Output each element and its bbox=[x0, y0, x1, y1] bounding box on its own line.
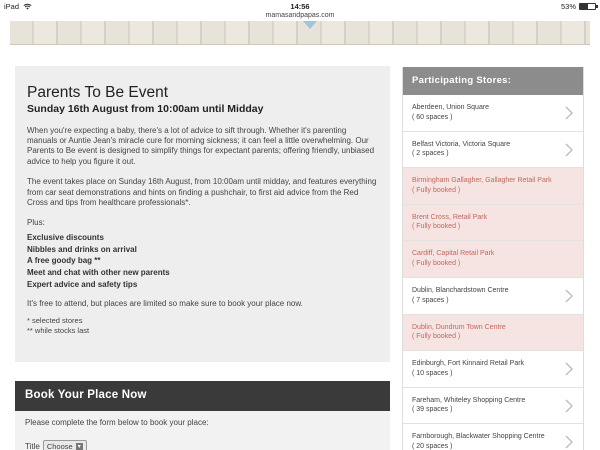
store-name: Cardiff, Capital Retail Park bbox=[412, 250, 495, 258]
store-name: Dublin, Blanchardstown Centre bbox=[412, 286, 509, 294]
event-details: The event takes place on Sunday 16th August, from 10:00am until midday, and features everything from car seat demonstrations and hints on finding a pushchair, to first aid advice from the Red Cross and tips from healthcare professionals*. bbox=[27, 177, 377, 208]
title-field-row bbox=[25, 440, 380, 450]
footnote-stores: * selected stores bbox=[27, 316, 83, 326]
stores-heading: Participating Stores: bbox=[403, 67, 583, 95]
store-item[interactable] bbox=[403, 168, 583, 205]
title-select[interactable] bbox=[43, 440, 87, 450]
battery-icon bbox=[579, 3, 596, 10]
device-name: iPad bbox=[4, 2, 20, 11]
header-banner-image bbox=[10, 21, 590, 45]
perk-item: Exclusive discounts bbox=[27, 232, 104, 242]
chevron-right-icon bbox=[562, 435, 576, 449]
store-name: Brent Cross, Retail Park bbox=[412, 213, 488, 221]
store-item[interactable] bbox=[403, 205, 583, 242]
banner-pointer-icon bbox=[303, 21, 317, 29]
event-intro: When you're expecting a baby, there's a lot of advice to sift through. Whether it's parenting manuals or Auntie Jean's miracle cure for morning sickness; it can feel a little overwhelming. Our Parents to Be event is designed to simplify things for expectant parents; offering friendly, unbiased advice to help you figure it out. bbox=[27, 125, 375, 166]
booking-heading: Book Your Place Now bbox=[15, 381, 390, 411]
select-arrow-icon: ▾ bbox=[77, 444, 81, 450]
event-date: Sunday 16th August from 10:00am until Midday bbox=[27, 103, 264, 116]
store-item[interactable] bbox=[403, 424, 583, 450]
title-label: Title bbox=[25, 442, 40, 450]
store-item[interactable] bbox=[403, 95, 583, 132]
chevron-right-icon bbox=[562, 362, 576, 376]
store-availability: ( Fully booked ) bbox=[412, 260, 461, 268]
store-item[interactable] bbox=[403, 278, 583, 315]
chevron-right-icon bbox=[562, 143, 576, 157]
perks-list bbox=[27, 232, 378, 291]
store-availability: ( 2 spaces ) bbox=[412, 150, 449, 158]
store-list bbox=[403, 95, 583, 450]
store-name: Fareham, Whiteley Shopping Centre bbox=[412, 396, 526, 404]
store-availability: ( 60 spaces ) bbox=[412, 113, 453, 121]
footnotes bbox=[27, 316, 378, 336]
clock: 14:56 bbox=[290, 2, 310, 11]
store-name: Birmingham Gallagher, Gallagher Retail Park bbox=[412, 177, 552, 185]
store-availability: ( 7 spaces ) bbox=[412, 296, 449, 304]
plus-label: Plus: bbox=[27, 218, 45, 228]
battery-level bbox=[580, 4, 588, 9]
event-title: Parents To Be Event bbox=[27, 84, 169, 101]
store-availability: ( Fully booked ) bbox=[412, 186, 461, 194]
store-availability: ( Fully booked ) bbox=[412, 333, 461, 341]
battery-percent: 53% bbox=[560, 2, 576, 11]
perk-item: A free goody bag ** bbox=[27, 256, 101, 266]
chevron-right-icon bbox=[562, 106, 576, 120]
store-name: Dublin, Dundrum Town Centre bbox=[412, 323, 506, 331]
store-availability: ( 20 spaces ) bbox=[412, 443, 453, 450]
store-name: Belfast Victoria, Victoria Square bbox=[412, 140, 511, 148]
store-item[interactable] bbox=[403, 351, 583, 388]
chevron-right-icon bbox=[562, 399, 576, 413]
store-item[interactable] bbox=[403, 241, 583, 278]
booking-form bbox=[15, 411, 390, 450]
chevron-right-icon bbox=[562, 289, 576, 303]
free-attend-text: It's free to attend, but places are limited so make sure to book your place now. bbox=[27, 298, 303, 308]
store-item[interactable] bbox=[403, 388, 583, 425]
store-availability: ( 39 spaces ) bbox=[412, 406, 453, 414]
store-name: Edinburgh, Fort Kinnaird Retail Park bbox=[412, 360, 525, 368]
store-availability: ( 10 spaces ) bbox=[412, 369, 453, 377]
perk-item: Meet and chat with other new parents bbox=[27, 268, 170, 278]
store-name: Farnborough, Blackwater Shopping Centre bbox=[412, 433, 545, 441]
perk-item: Nibbles and drinks on arrival bbox=[27, 244, 137, 254]
perk-item: Expert advice and safety tips bbox=[27, 280, 138, 290]
title-select-value: Choose bbox=[46, 442, 73, 450]
store-item[interactable] bbox=[403, 132, 583, 169]
store-item[interactable] bbox=[403, 315, 583, 352]
address-bar[interactable]: mamasandpapas.com bbox=[265, 12, 335, 19]
store-name: Aberdeen, Union Square bbox=[412, 104, 490, 111]
store-availability: ( Fully booked ) bbox=[412, 223, 461, 231]
event-panel bbox=[15, 66, 390, 362]
participating-stores-panel bbox=[402, 67, 584, 450]
footnote-stocks: ** while stocks last bbox=[27, 326, 90, 336]
booking-instructions: Please complete the form below to book your place: bbox=[25, 418, 209, 427]
